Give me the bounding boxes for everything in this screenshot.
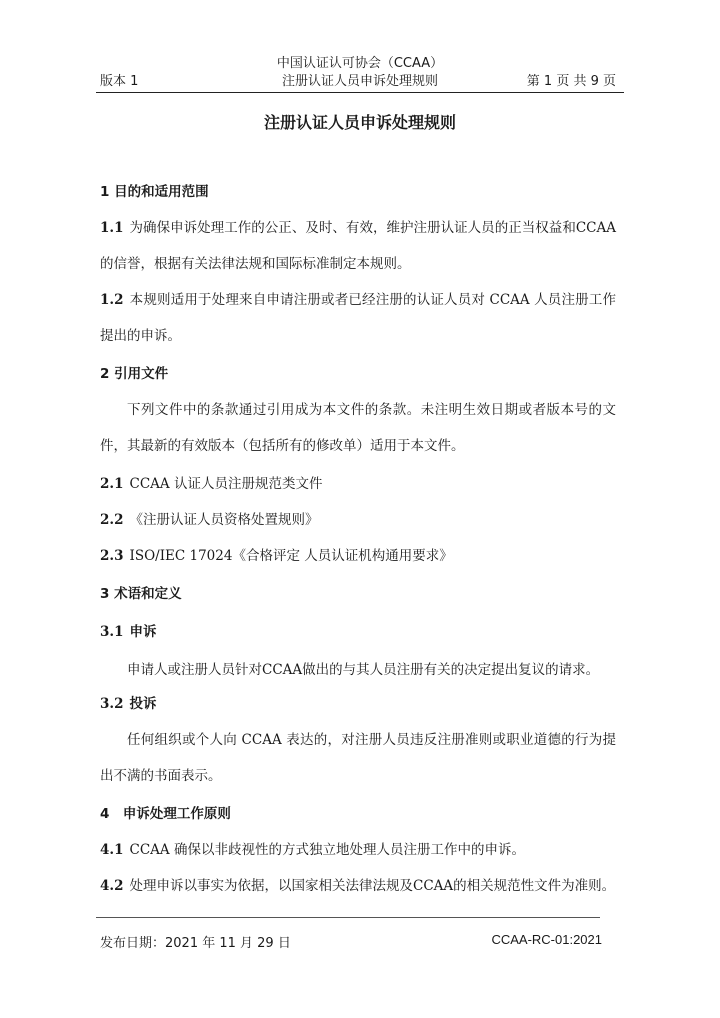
clause-3-2-heading: [100, 686, 616, 722]
clause-number: 2.1: [100, 476, 124, 492]
clause-number: 3.1: [100, 624, 124, 640]
clause-text: CCAA 确保以非歧视性的方式独立地处理人员注册工作中的申诉。: [129, 842, 525, 858]
clause-text: CCAA 认证人员注册规范类文件: [129, 476, 323, 492]
term-definition-appeal: 申请人或注册人员针对CCAA做出的与其人员注册有关的决定提出复议的请求。: [127, 662, 600, 678]
clause-text: 《注册认证人员资格处置规则》: [129, 512, 319, 528]
clause-text: ISO/IEC 17024《合格评定 人员认证机构通用要求》: [129, 548, 453, 564]
section-1-heading: 1 目的和适用范围: [100, 184, 209, 200]
footer-issue-date: 发布日期：2021 年 11 月 29 日: [100, 936, 291, 951]
header-divider: [96, 92, 624, 93]
clause-number: 4.2: [100, 878, 124, 894]
section-2-heading: 2 引用文件: [100, 366, 169, 382]
clause-2-3: [100, 538, 616, 574]
clause-2-1: [100, 466, 616, 502]
clause-number: 3.2: [100, 696, 124, 712]
document-title: 注册认证人员申诉处理规则: [263, 113, 456, 132]
clause-number: 1.2: [100, 292, 124, 308]
section-2-intro: 下列文件中的条款通过引用成为本文件的条款。未注明生效日期或者版本号的文件，其最新的有效版本（包括所有的修改单）适用于本文件。: [100, 402, 616, 454]
clause-number: 2.2: [100, 512, 124, 528]
clause-1-2: [100, 282, 616, 354]
clause-3-1-heading: [100, 614, 616, 650]
clause-4-1: [100, 832, 616, 868]
header-version: 版本 1: [100, 74, 139, 89]
header-organization: 中国认证认可协会（CCAA）: [276, 56, 444, 71]
footer-doc-code: CCAA-RC-01:2021: [491, 932, 602, 947]
clause-number: 4.1: [100, 842, 124, 858]
header-page-number: 第 1 页 共 9 页: [526, 74, 616, 89]
clause-text: 处理申诉以事实为依据，以国家相关法律法规及CCAA的相关规范性文件为准则。: [129, 878, 616, 894]
term-definition-complaint: 任何组织或个人向 CCAA 表达的，对注册人员违反注册准则或职业道德的行为提出不满的书面表示。: [100, 732, 616, 784]
term-name: 投诉: [129, 696, 157, 712]
clause-2-2: [100, 502, 616, 538]
clause-1-1: [100, 210, 616, 282]
term-name: 申诉: [129, 624, 157, 640]
clause-number: 1.1: [100, 220, 124, 236]
clause-text: 为确保申诉处理工作的公正、及时、有效，维护注册认证人员的正当权益和CCAA的信誉，根据有关法律法规和国际标准制定本规则。: [100, 220, 616, 272]
section-3-heading: 3 术语和定义: [100, 586, 182, 602]
section-4-heading: 4 申诉处理工作原则: [100, 806, 231, 822]
clause-number: 2.3: [100, 548, 124, 564]
clause-text: 本规则适用于处理来自申请注册或者已经注册的认证人员对 CCAA 人员注册工作提出的申诉。: [100, 292, 616, 344]
clause-4-2: [100, 868, 616, 904]
footer-divider: [96, 917, 600, 918]
header-doc-title: 注册认证人员申诉处理规则: [281, 74, 438, 89]
